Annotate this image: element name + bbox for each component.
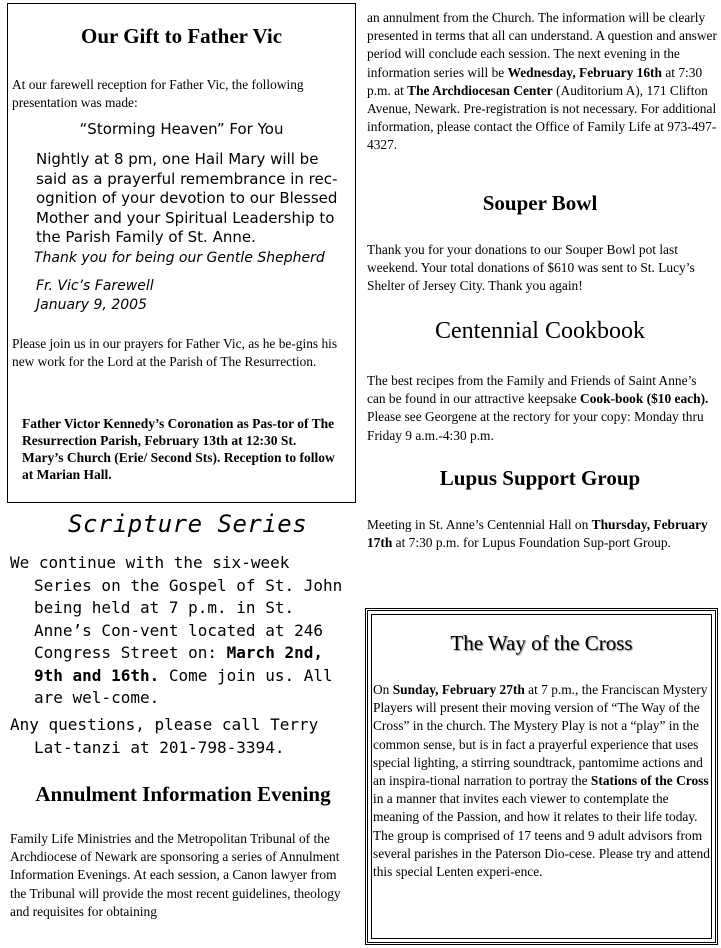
cookbook-heading: Centennial Cookbook [435,318,645,344]
poem-body: Nightly at 8 pm, one Hail Mary will be said as a prayerful remembrance in rec-ognition of your devotion to our Blessed Mother and your Spiritual Leadership to the Parish Family of St. Anne. [36,150,338,246]
poem-thanks: Thank you for being our Gentle Shepherd [34,250,325,266]
souper-bowl-heading: Souper Bowl [482,191,598,215]
scripture-paragraph-1: We continue with the six-week Series on the Gospel of St. John being held at 7 p.m. in St. Anne’s Con-vent located at 246 Congress Street on: March 2nd, 9th and 16th. Come join us. All are wel-come. [10,553,343,707]
souper-bowl-body: Thank you for your donations to our Souper Bowl pot last weekend. Your total donations of $610 was sent to St. Lucy’s Shelter of Jersey City. Thank you again! [367,242,695,294]
gift-heading: Our Gift to Father Vic [80,24,283,48]
scripture-heading: Scripture Series [68,510,308,538]
gift-article-box [7,3,356,503]
cookbook-body: The best recipes from the Family and Friends of Saint Anne’s can be found in our attractive keepsake Cook-book ($10 each). Please see Georgene at the rectory for your copy: Monday thru Friday 9 a.m.-4:30 p.m. [367,373,709,443]
scripture-paragraph-2: Any questions, please call Terry Lat-tanzi at 201-798-3394. [10,715,319,757]
way-body: On Sunday, February 27th at 7 p.m., the Franciscan Mystery Players will present their moving version of “The Way of the Cross” in the church. The Mystery Play is not a “play” in the common sense, but is in fact a prayerful experience that uses special lighting, a stirring soundtrack, pantomime actions and an inspira-tional narration to portray the Stations of the Cross in a manner that invites each viewer to contemplate the meaning of the Passion, and how it relates to their life today. The group is comprised of 17 teens and 9 adult advisors from several parishes in the Paterson Dio-cese. Please try and attend this special Lenten experi-ence. [373,682,710,880]
signature-line-1: Fr. Vic’s Farewell [36,278,154,294]
poem-title: “Storming Heaven” For You [79,120,284,138]
gift-prayer: Please join us in our prayers for Father Vic, as he be-gins his new work for the Lord at the Parish of The Resurrection. [12,336,338,370]
coronation-notice: Father Victor Kennedy’s Coronation as Pas-tor of The Resurrection Parish, February 13th at 12:30 St. Mary’s Church (Erie/ Second Sts). Reception to follow at Marian Hall. [22,416,335,482]
annulment-continued: an annulment from the Church. The information will be clearly presented in terms that all can understand. A question and answer period will conclude each session. The next evening in the information series will be Wednesday, February 16th at 7:30 p.m. at The Archdiocesan Center (Auditorium A), 171 Clifton Avenue, Newark. Pre-registration is not necessary. For additional information, please contact the Office of Family Life at 973-497-4327. [367,10,717,153]
lupus-body: Meeting in St. Anne’s Centennial Hall on Thursday, February 17th at 7:30 p.m. for Lupus Foundation Sup-port Group. [367,517,708,551]
annulment-heading: Annulment Information Evening [35,782,331,806]
annulment-body: Family Life Ministries and the Metropolitan Tribunal of the Archdiocese of Newark are sponsoring a series of Annulment Information Evenings. At each session, a Canon lawyer from the Tribunal will provide the most recent guidelines, theology and requisites for obtaining [10,831,341,919]
way-heading: The Way of the Cross [450,631,633,655]
signature-line-2: January 9, 2005 [36,297,147,313]
gift-intro: At our farewell reception for Father Vic, the following presentation was made: [12,77,304,111]
lupus-heading: Lupus Support Group [439,466,641,490]
way-of-cross-box [365,608,718,945]
scripture-dates: March 2nd, 9th and 16th. [34,643,323,685]
